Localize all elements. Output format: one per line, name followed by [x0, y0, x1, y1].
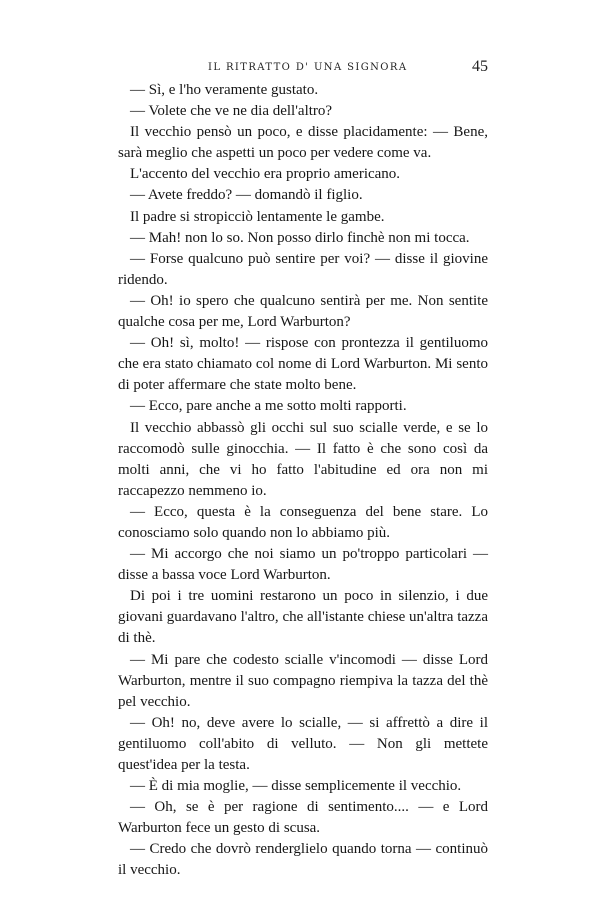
paragraph: — Oh! no, deve avere lo scialle, — si affrettò a dire il gentiluomo coll'abito di velluto. — Non gli mettete quest'idea per la testa. — [118, 714, 488, 773]
paragraph: — È di mia moglie, — disse semplicemente il vecchio. — [130, 778, 462, 795]
paragraph: — Credo che dovrò renderglielo quando torna — continuò il vecchio. — [118, 841, 488, 879]
paragraph: Il vecchio pensò un poco, e disse placidamente: — Bene, sarà meglio che aspetti un poco per vedere come va. — [118, 124, 488, 162]
paragraph: — Forse qualcuno può sentire per voi? — disse il giovine ridendo. — [118, 250, 488, 288]
paragraph: — Oh! io spero che qualcuno sentirà per me. Non sentite qualche cosa per me, Lord Warburton? — [118, 292, 488, 331]
paragraph: — Mi pare che codesto scialle v'incomodi — disse Lord Warburton, mentre il suo compagno riempiva la tazza del thè pel vecchio. — [118, 651, 488, 710]
paragraph: — Sì, e l'ho veramente gustato. — [130, 82, 319, 98]
paragraph: — Avete freddo? — domandò il figlio. — [130, 187, 363, 204]
running-head: IL RITRATTO D' UNA SIGNORA — [208, 62, 408, 73]
paragraph: L'accento del vecchio era proprio americano. — [130, 166, 401, 183]
page-header — [118, 58, 488, 80]
paragraph: — Mah! non lo so. Non posso dirlo finchè non mi tocca. — [130, 229, 470, 246]
paragraph: — Oh! sì, molto! — rispose con prontezza il gentiluomo che era stato chiamato col nome di Lord Warburton. Mi sento di poter affermare che state molto bene. — [118, 335, 488, 394]
page-number: 45 — [472, 58, 488, 75]
paragraph: — Oh, se è per ragione di sentimento.... — e Lord Warburton fece un gesto di scusa. — [118, 799, 488, 837]
paragraph: — Volete che ve ne dia dell'altro? — [130, 103, 333, 120]
paragraph: Il vecchio abbassò gli occhi sul suo scialle verde, e se lo raccomodò sulle ginocchia. — Il fatto è che sono così da molti anni, che vi ho fatto l'abitudine ed ora non mi raccapezzo nemmeno io. — [118, 419, 488, 499]
body-text — [118, 80, 488, 882]
paragraph: — Ecco, pare anche a me sotto molti rapporti. — [130, 398, 407, 415]
paragraph: Di poi i tre uomini restarono un poco in silenzio, i due giovani guardavano l'altro, che all'istante chiese un'altra tazza di thè. — [118, 588, 488, 647]
paragraph: — Ecco, questa è la conseguenza del bene stare. Lo conosciamo solo quando non lo abbiamo più. — [118, 503, 488, 541]
paragraph: Il padre si stropicciò lentamente le gambe. — [130, 208, 385, 225]
paragraph: — Mi accorgo che noi siamo un po'troppo particolari — disse a bassa voce Lord Warburton. — [118, 546, 488, 584]
